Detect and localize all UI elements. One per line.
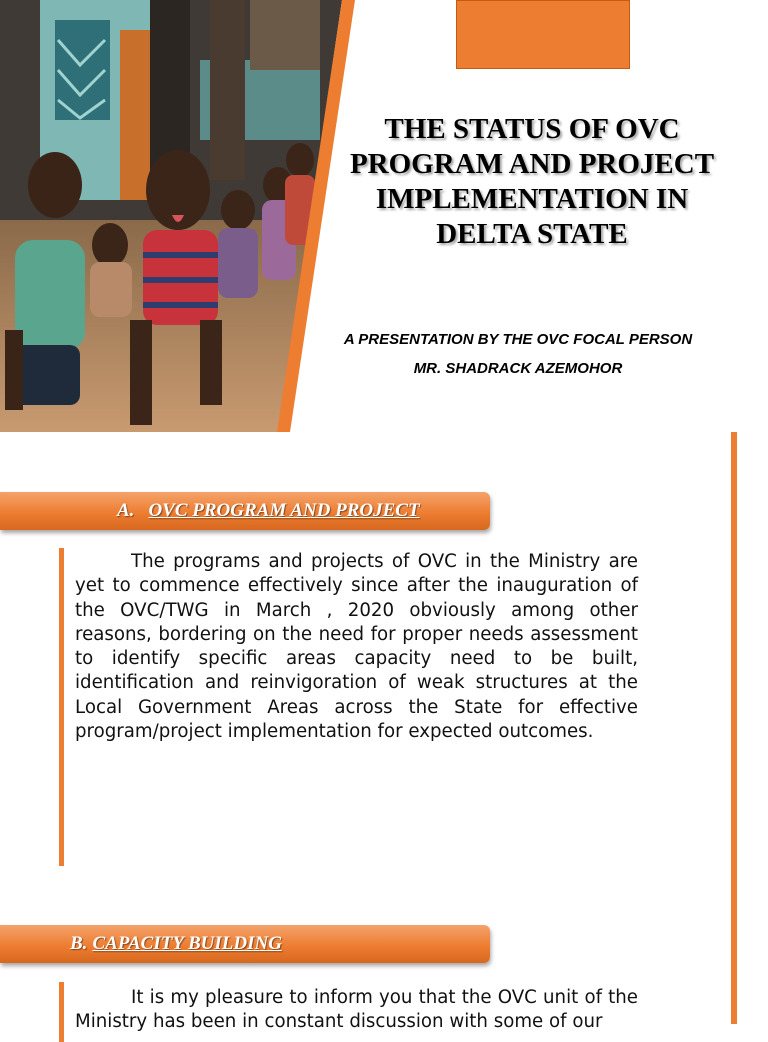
section-b-header [0, 925, 490, 963]
presenter-line: A PRESENTATION BY THE OVC FOCAL PERSON [343, 331, 693, 348]
section-b-body: It is my pleasure to inform you that the OVC unit of the Ministry has been in constant discussion with some of our [75, 987, 638, 1033]
decorative-orange-box [456, 0, 630, 69]
children-playing-photo [0, 0, 360, 432]
slide-title: THE STATUS OF OVC PROGRAM AND PROJECT IMPLEMENTATION IN DELTA STATE [349, 113, 715, 250]
section-a-body: The programs and projects of OVC in the Ministry are yet to commence effectively since after the inauguration of the OVC/TWG in March , 2020 obviously among other reasons, bordering on the need for proper needs assessment to identify specific areas capacity need to be built, identification and reinvigoration of weak structures at the Local Government Areas across the State for effective program/project implementation for expected outcomes. [75, 551, 638, 743]
section-a-header [0, 492, 490, 530]
title-slide [0, 0, 768, 432]
presenter-name: MR. SHADRACK AZEMOHOR [413, 360, 623, 377]
section-b-letter: B. [70, 933, 88, 954]
section-a-heading: OVC PROGRAM AND PROJECT [148, 500, 420, 521]
section-a-letter: A. [117, 500, 135, 521]
section-b-accent-bar [59, 982, 64, 1042]
section-a-accent-bar [59, 548, 64, 866]
right-accent-bar [731, 432, 737, 1024]
section-b-heading: CAPACITY BUILDING [92, 933, 282, 954]
